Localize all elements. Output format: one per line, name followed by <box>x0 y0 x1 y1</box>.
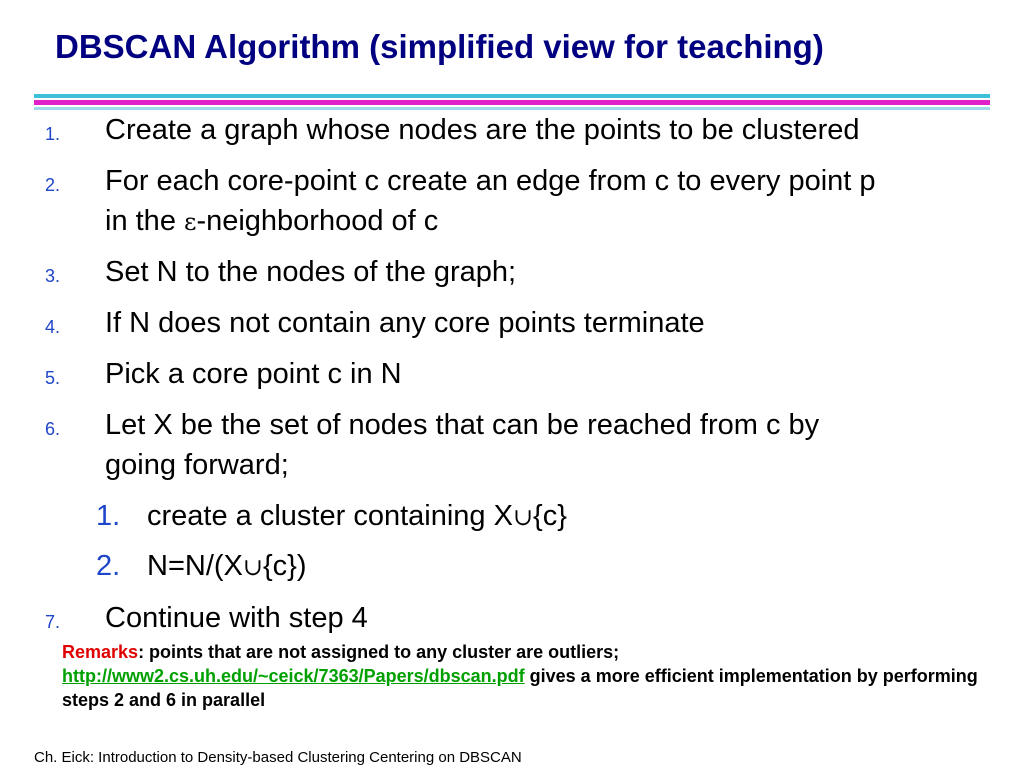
step-text-post: -neighborhood of c <box>196 205 439 237</box>
step-text-line1: Let X be the set of nodes that can be reached from c by <box>105 409 820 441</box>
dbscan-paper-link[interactable]: http://www2.cs.uh.edu/~ceick/7363/Papers/dbscan.pdf <box>62 666 525 686</box>
step-text: Continue with step 4 <box>105 602 368 634</box>
step-text-line1: For each core-point c create an edge from c to every point p <box>105 165 876 197</box>
remarks-text-2: gives a more efficient implementation by performing steps 2 and 6 in parallel <box>62 666 978 710</box>
step-number: 3. <box>45 266 61 286</box>
substep-text <box>147 550 307 583</box>
union-symbol: ∪ <box>242 553 263 581</box>
remarks-label: Remarks <box>62 642 139 662</box>
step-number: 7. <box>45 612 61 632</box>
substep-text-pre: N=N/(X <box>147 550 243 582</box>
title-rule-cyan <box>34 94 990 98</box>
remarks-text-1: : points that are not assigned to any cluster are outliers; <box>138 642 620 662</box>
union-symbol: ∪ <box>512 503 534 531</box>
slide-title: DBSCAN Algorithm (simplified view for teaching) <box>55 28 824 65</box>
title-rule-magenta <box>34 100 990 105</box>
step-number: 4. <box>45 317 61 337</box>
step-number: 2. <box>45 175 61 195</box>
epsilon-symbol: ε <box>184 208 197 236</box>
step-text-line2 <box>105 201 438 242</box>
substep-text-post: {c}) <box>263 550 307 582</box>
substep-text <box>147 500 567 533</box>
substep-text-pre: create a cluster containing X <box>147 500 513 532</box>
step-text: If N does not contain any core points terminate <box>105 307 705 339</box>
step-number: 6. <box>45 419 61 439</box>
step-text: Pick a core point c in N <box>105 358 402 390</box>
step-number: 1. <box>45 124 61 144</box>
step-text: Set N to the nodes of the graph; <box>105 256 517 288</box>
substep-text-post: {c} <box>533 500 567 532</box>
step-text-line2: going forward; <box>105 449 289 481</box>
substep-number: 1. <box>96 500 121 532</box>
step-text: Create a graph whose nodes are the points to be clustered <box>105 114 860 146</box>
remarks-block <box>62 640 1002 712</box>
substep-number: 2. <box>96 550 121 582</box>
step-text-pre: in the <box>105 205 184 237</box>
slide-footer: Ch. Eick: Introduction to Density-based Clustering Centering on DBSCAN <box>34 749 522 766</box>
step-number: 5. <box>45 368 61 388</box>
